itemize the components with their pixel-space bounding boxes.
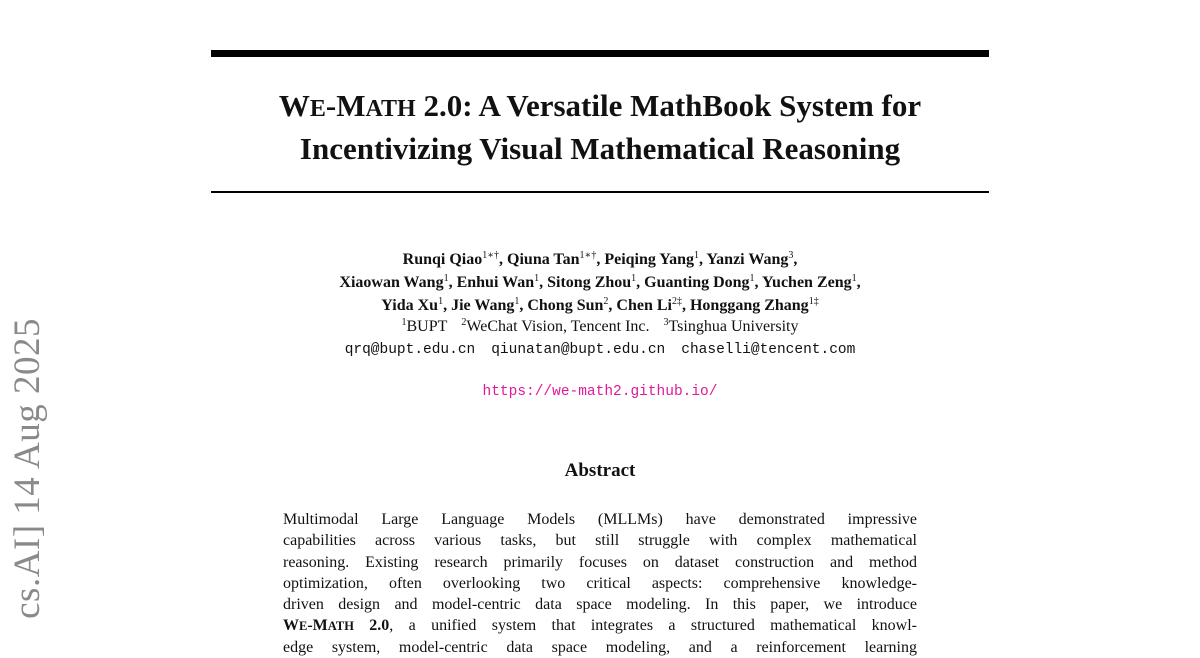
author-sep: , — [793, 251, 798, 268]
abstract-heading: Abstract — [564, 460, 636, 481]
author-sep: , — [698, 251, 707, 268]
abstract-line: capabilities across various tasks, but still struggle with complex mathematical — [283, 532, 917, 550]
title-brand-m: M — [336, 88, 366, 123]
author-name: Chen Li — [616, 297, 672, 314]
author-sup: 2 — [603, 296, 609, 307]
author-name: Xiaowan Wang — [339, 274, 444, 291]
abstract-brand-version: 2.0 — [353, 617, 390, 635]
affiliation-sup: 2 — [461, 317, 467, 328]
email-address: qiunatan@bupt.edu.cn — [491, 342, 666, 358]
abstract-brand-w: W — [283, 617, 299, 635]
abstract-brand-ath: ATH — [327, 619, 354, 634]
affiliation-name: BUPT — [406, 318, 448, 335]
author-name: Yanzi Wang — [706, 251, 789, 268]
project-url-link[interactable]: https://we-math2.github.io/ — [482, 384, 718, 400]
abstract-body — [283, 509, 917, 658]
author-sep: , — [448, 274, 457, 291]
author-sep: , — [519, 297, 528, 314]
author-sup: 1 — [438, 296, 444, 307]
abstract-brand — [283, 617, 389, 634]
author-name: Qiuna Tan — [507, 251, 580, 268]
abstract-line: Multimodal Large Language Models (MLLMs) have demonstrated impressive — [283, 511, 917, 528]
author-sep: , — [596, 251, 605, 268]
author-name: Sitong Zhou — [547, 274, 632, 291]
author-sup: 1 — [851, 273, 857, 284]
arxiv-side-stamp: cs.AI] 14 Aug 2025 — [7, 318, 48, 619]
author-sup: 2‡ — [671, 296, 682, 307]
author-sup: 1∗† — [482, 250, 500, 261]
author-list — [211, 248, 989, 317]
author-sup: 1 — [693, 250, 699, 261]
author-line-2 — [211, 271, 989, 294]
author-sep: , — [681, 297, 690, 314]
email-list — [211, 339, 989, 361]
abstract-line: optimization, often overlooking two critical aspects: comprehensive knowledge- — [283, 574, 917, 592]
author-sep: , — [636, 274, 645, 291]
title-brand-e: E — [309, 96, 326, 122]
author-sup: 1 — [631, 273, 637, 284]
title-line-1-rest: : A Versatile MathBook System for — [462, 88, 922, 123]
author-sup: 1 — [443, 273, 449, 284]
abstract-brand-m: M — [312, 617, 328, 635]
title-brand-ath: ATH — [365, 96, 416, 122]
abstract-line: edge system, model-centric data space modeling, and a reinforcement learning — [283, 638, 917, 656]
author-line-1 — [211, 248, 989, 271]
title-top-rule — [211, 50, 989, 57]
email-address: chaselli@tencent.com — [681, 342, 856, 358]
abstract-brand-e: E — [299, 619, 308, 634]
abstract-line-6-rest: , a unified system that integrates a structured mathematical knowl- — [389, 617, 917, 635]
author-name: Enhui Wan — [456, 274, 535, 291]
author-sep: , — [754, 274, 762, 291]
author-name: Peiqing Yang — [604, 251, 694, 268]
author-name: Guanting Dong — [644, 274, 750, 291]
email-address: qrq@bupt.edu.cn — [344, 342, 476, 358]
author-name: Yida Xu — [381, 297, 439, 314]
affiliation-sup: 3 — [663, 317, 669, 328]
title-line-2: Incentivizing Visual Mathematical Reasoning — [299, 131, 901, 166]
author-sup: 1∗† — [579, 250, 597, 261]
author-name: Yuchen Zeng — [761, 274, 852, 291]
title-bottom-rule — [211, 191, 989, 193]
author-name: Runqi Qiao — [402, 251, 483, 268]
author-sep: , — [499, 251, 508, 268]
affiliation-name: Tsinghua University — [668, 318, 799, 335]
affiliation-sup: 1 — [401, 317, 407, 328]
abstract-line: reasoning. Existing research primarily focuses on dataset construction and method — [283, 553, 917, 571]
author-name: Jie Wang — [451, 297, 515, 314]
author-sup: 3 — [788, 250, 794, 261]
author-sep: , — [443, 297, 452, 314]
author-sep: , — [856, 274, 861, 291]
title-line-1 — [211, 86, 989, 129]
title-brand-version: 2.0 — [415, 88, 463, 123]
author-sep: , — [539, 274, 548, 291]
affiliation-name: WeChat Vision, Tencent Inc. — [466, 318, 650, 335]
title-brand-w: W — [278, 88, 310, 123]
author-sep: , — [608, 297, 617, 314]
abstract-line: driven design and model-centric data space modeling. In this paper, we introduce — [283, 596, 917, 614]
affiliation-list — [211, 316, 989, 338]
author-sup: 1 — [749, 273, 755, 284]
abstract-brand-dash: - — [307, 617, 313, 635]
author-sup: 1 — [514, 296, 520, 307]
author-sup: 1‡ — [808, 296, 819, 307]
abstract-line-6 — [283, 615, 917, 636]
author-name: Chong Sun — [527, 297, 604, 314]
paper-title — [211, 86, 989, 168]
author-sup: 1 — [534, 273, 540, 284]
author-name: Honggang Zhang — [689, 297, 809, 314]
author-line-3 — [211, 294, 989, 317]
title-brand-dash: - — [325, 88, 337, 123]
